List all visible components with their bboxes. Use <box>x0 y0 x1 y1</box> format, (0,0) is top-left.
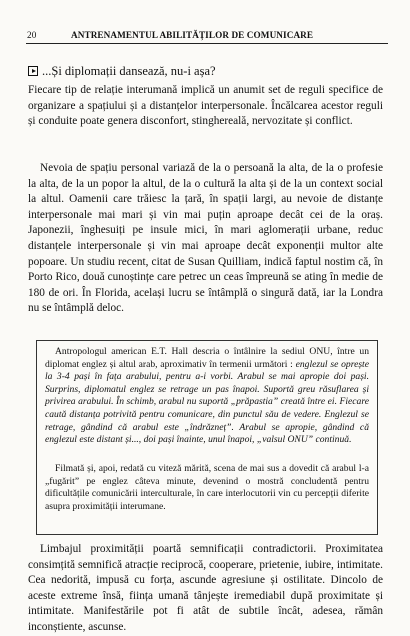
paragraph-3-text: Limbajul proximității poartă semnificații contradictorii. Proximitatea consimțită semnifică atracție reciprocă, cooperare, prietenie, iubire, intimitate. Cea nedorită, impusă cu forța, ascunde agresiune și ostilitate. Dincolo de aceste extreme însă, ființa umană tânjește iremediabil după proximitate și intimitate. Manifestările pot fi atât de subtile încât, adesea, rămân inconștiente, ascunse. <box>28 543 383 633</box>
paragraph-2 <box>28 161 383 317</box>
section-heading-text: ...Și diplomații dansează, nu-i așa? <box>42 64 216 78</box>
quote-paragraph-1 <box>45 346 369 447</box>
quote-italic: englezul se oprește la 3-4 pași în fața arabului, pentru a-i vorbi. Arabul se mai apropie doi pași. Surprins, diplomatul englez se retrage un pas înapoi. Suportă greu răsuflarea și privirea arabului. În schimb, arabul nu suportă „prăpastia” creată între ei. Fiecare caută distanța potrivită pentru comunicare, din punctul său de vedere. Englezul se retrage, gândind că arabul este „îndrăzneț”. Arabul se apropie, gândind că englezul este distant și..., doi pași înainte, unul înapoi, „valsul ONU” continuă. <box>45 358 369 446</box>
section-heading <box>28 64 216 79</box>
quote-closing: Filmată și, apoi, redată cu viteză mărită, scena de mai sus a dovedit că arabul l-a „fugărit” pe englez câteva minute, devenind o mostră concludentă pentru dificultățile comunicării interculturale, în care interlocutorii vin cu percepții diferite asupra proximității interumane. <box>45 463 369 512</box>
play-box-icon <box>28 66 38 76</box>
paragraph-3 <box>28 542 383 636</box>
page-number: 20 <box>27 30 37 40</box>
header-rule <box>26 43 388 44</box>
paragraph-1: Fiecare tip de relație interumană implică un anumit set de reguli specifice de organizare a spațiului și a distanțelor interpersonale. Încălcarea acestor reguli și conduite poate genera disconfort, stinghereală, nervozitate și conflict. <box>28 84 383 128</box>
quote-intro: Antropologul american E.T. Hall descria o întâlnire la sediul ONU, între un diplomat englez și altul arab, aproximativ în termenii următori : <box>45 346 369 370</box>
paragraph-2-text: Nevoia de spațiu personal variază de la o persoană la alta, de la o profesie la alta, de la un popor la altul, de la o cultură la alta și de la un context social la altul. Oamenii care trăiesc la țară, în spații largi, au nevoie de distanțe interpersonale mai mari și vin mai puțin aproape decât cei de la oraș. Japonezii, înghesuiți pe insule mici, în mari aglomerații urbane, reduc distanțele interpersonale și vin mai aproape decât exponenții multor alte popoare. Un studiu recent, citat de Susan Quilliam, indică faptul nostim că, în Porto Rico, două cunoștințe care petrec un ceas împreună se ating în medie de 180 de ori. În Florida, același lucru se întâmplă o singură dată, iar la Londra nu se întâmplă deloc. <box>28 162 383 315</box>
running-title: ANTRENAMENTUL ABILITĂȚILOR DE COMUNICARE <box>71 30 314 40</box>
quote-paragraph-2 <box>45 463 369 513</box>
